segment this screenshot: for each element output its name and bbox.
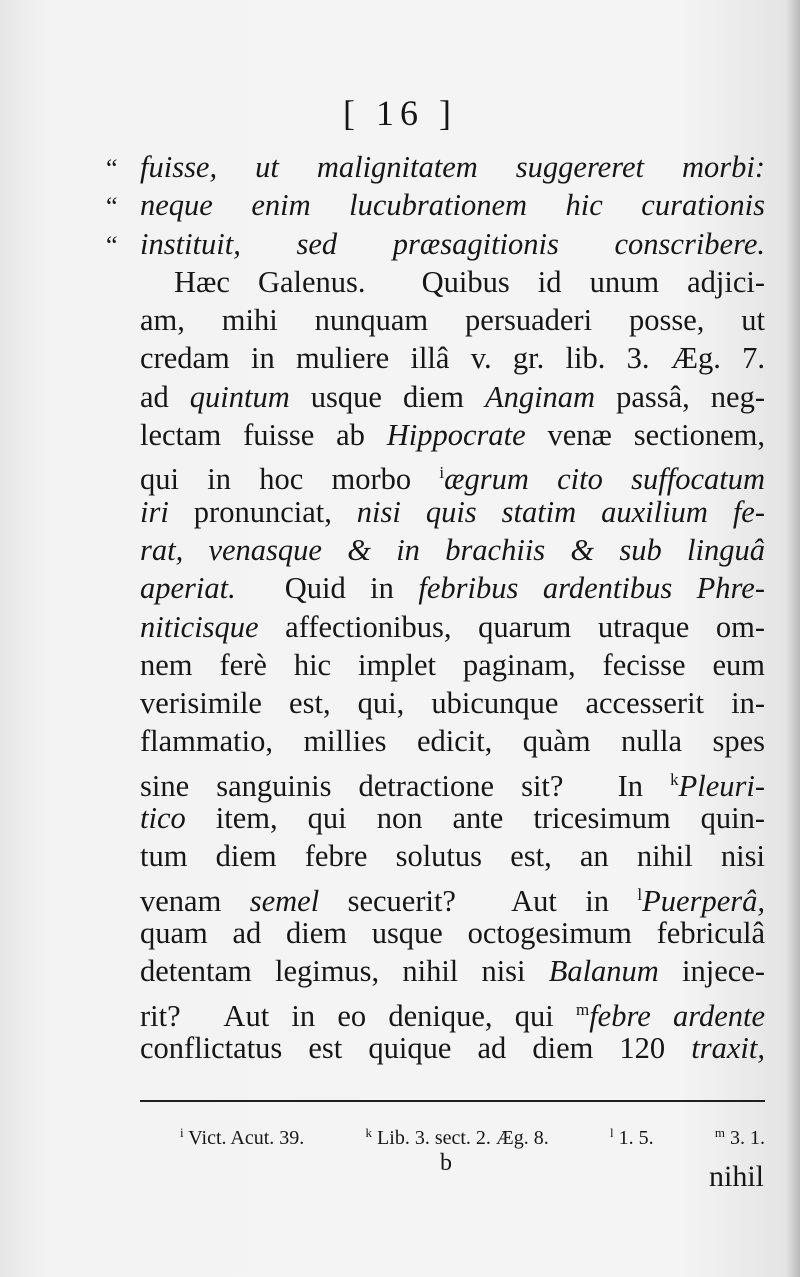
text-run: nisi quis statim auxilium fe- [356,494,765,529]
page-number: [ 16 ] [343,93,457,133]
footnote-mark: k [365,1125,373,1140]
footnote-mark: i [180,1125,184,1140]
text-line [140,684,765,722]
text-run: item, qui non ante tricesimum quin- [185,801,765,836]
text-line [140,454,765,497]
text-run: febribus ardentibus Phre- [418,571,765,606]
text-run: venæ sectionem, [525,418,765,453]
text-line [140,837,765,875]
signature-mark: b [440,1150,452,1176]
text-run: tico [140,801,186,836]
text-line [140,914,765,952]
text-run: secuerit? Aut in [319,883,638,918]
text-run: instituit, sed præsagitionis conscribere. [140,226,765,261]
footnote [715,1125,765,1150]
text-run: quam ad diem usque octogesimum febriculâ [140,915,765,950]
text-line [140,608,765,646]
text-run: Balanum [548,954,659,989]
text-run: iri [140,494,169,529]
text-run: ad [140,379,190,414]
text-run: Anginam [484,379,596,414]
text-run: Hæc Galenus. Quibus id unum adjici- [174,264,765,299]
footnote-mark: m [714,1125,725,1140]
text-line [140,416,765,454]
text-run: Pleuri- [678,768,765,803]
text-line [140,991,766,1033]
text-run: Quid in [235,571,419,606]
text-line [140,722,765,760]
text-run: detentam legimus, nihil nisi [140,954,549,989]
footnote-text: 1. 5. [613,1127,654,1149]
text-run: affectionibus, quarum utraque om- [258,609,765,644]
text-line [106,225,765,263]
text-run: passâ, neg- [595,379,765,414]
footnote-text: 3. 1. [724,1127,765,1149]
text-run: nem ferè hic implet paginam, fecisse eum [140,647,765,682]
text-line [140,952,765,990]
text-run: pronunciat, [168,494,357,529]
text-run: flammatio, millies edicit, quàm nulla spes [140,724,765,759]
footnote [180,1125,304,1150]
text-run: injece- [658,954,765,989]
text-run: traxit, [691,1030,765,1065]
footnote-ref: m [575,999,590,1019]
text-run: niticisque [140,609,259,644]
text-run: rat, venasque & in brachiis & sub linguâ [140,532,765,567]
text-run: lectam fuisse ab [140,418,387,453]
footnote-text: Vict. Acut. 39. [183,1127,305,1149]
text-line [140,569,765,607]
text-run: sine sanguinis detractione sit? In [140,768,671,803]
text-run: rit? Aut in eo denique, qui [140,998,576,1033]
text-line [140,1029,765,1067]
text-run: Hippocrate [386,418,526,453]
footnote [366,1125,549,1150]
text-run: credam in muliere illâ v. gr. lib. 3. Æg. 7. [140,341,765,376]
text-run: quintum [189,379,290,414]
text-line [106,186,765,224]
footnote-ref: k [670,769,679,789]
text-run: fuisse, ut malignitatem suggereret morbi: [140,150,765,184]
text-run: am, mihi nunquam persuaderi posse, ut [140,303,765,338]
page-edge-shadow [786,0,800,1277]
text-run: verisimile est, qui, ubicunque accesserit in- [140,686,765,721]
quote-mark: “ [106,154,125,183]
catchword: nihil [708,1160,764,1193]
text-line [140,646,765,684]
text-run: Puerperâ, [642,883,765,918]
footnote-mark: l [609,1125,614,1140]
text-run: tum diem febre solutus est, an nihil nisi [140,839,765,874]
text-line [140,876,765,918]
footnote-ref: i [439,463,445,483]
text-run: qui in hoc morbo [140,462,440,497]
text-run: aperiat. [140,571,236,606]
text-line [140,761,765,803]
text-run: febre ardente [589,998,766,1033]
footnotes [180,1125,765,1150]
text-run: ægrum cito suffocatum [444,462,765,497]
text-line [140,378,765,416]
text-line [140,531,765,569]
text-run: neque enim lucubrationem hic curationis [140,188,765,223]
text-run: semel [249,883,320,918]
footnote-ref: l [637,884,643,904]
quote-mark: “ [106,192,125,222]
footnote [610,1125,654,1150]
text-line [140,263,765,301]
footnote-text: Lib. 3. sect. 2. Æg. 8. [372,1127,549,1149]
text-run: usque diem [289,379,485,414]
text-run: venam [140,883,250,918]
text-line [106,148,765,186]
text-line [140,799,765,837]
quote-mark: “ [106,230,125,260]
text-line [140,493,765,531]
footnote-rule [140,1100,765,1102]
body-text [106,148,766,1067]
text-line [140,301,765,339]
text-run: conflictatus est quique ad diem 120 [140,1030,692,1065]
text-line [140,339,765,377]
